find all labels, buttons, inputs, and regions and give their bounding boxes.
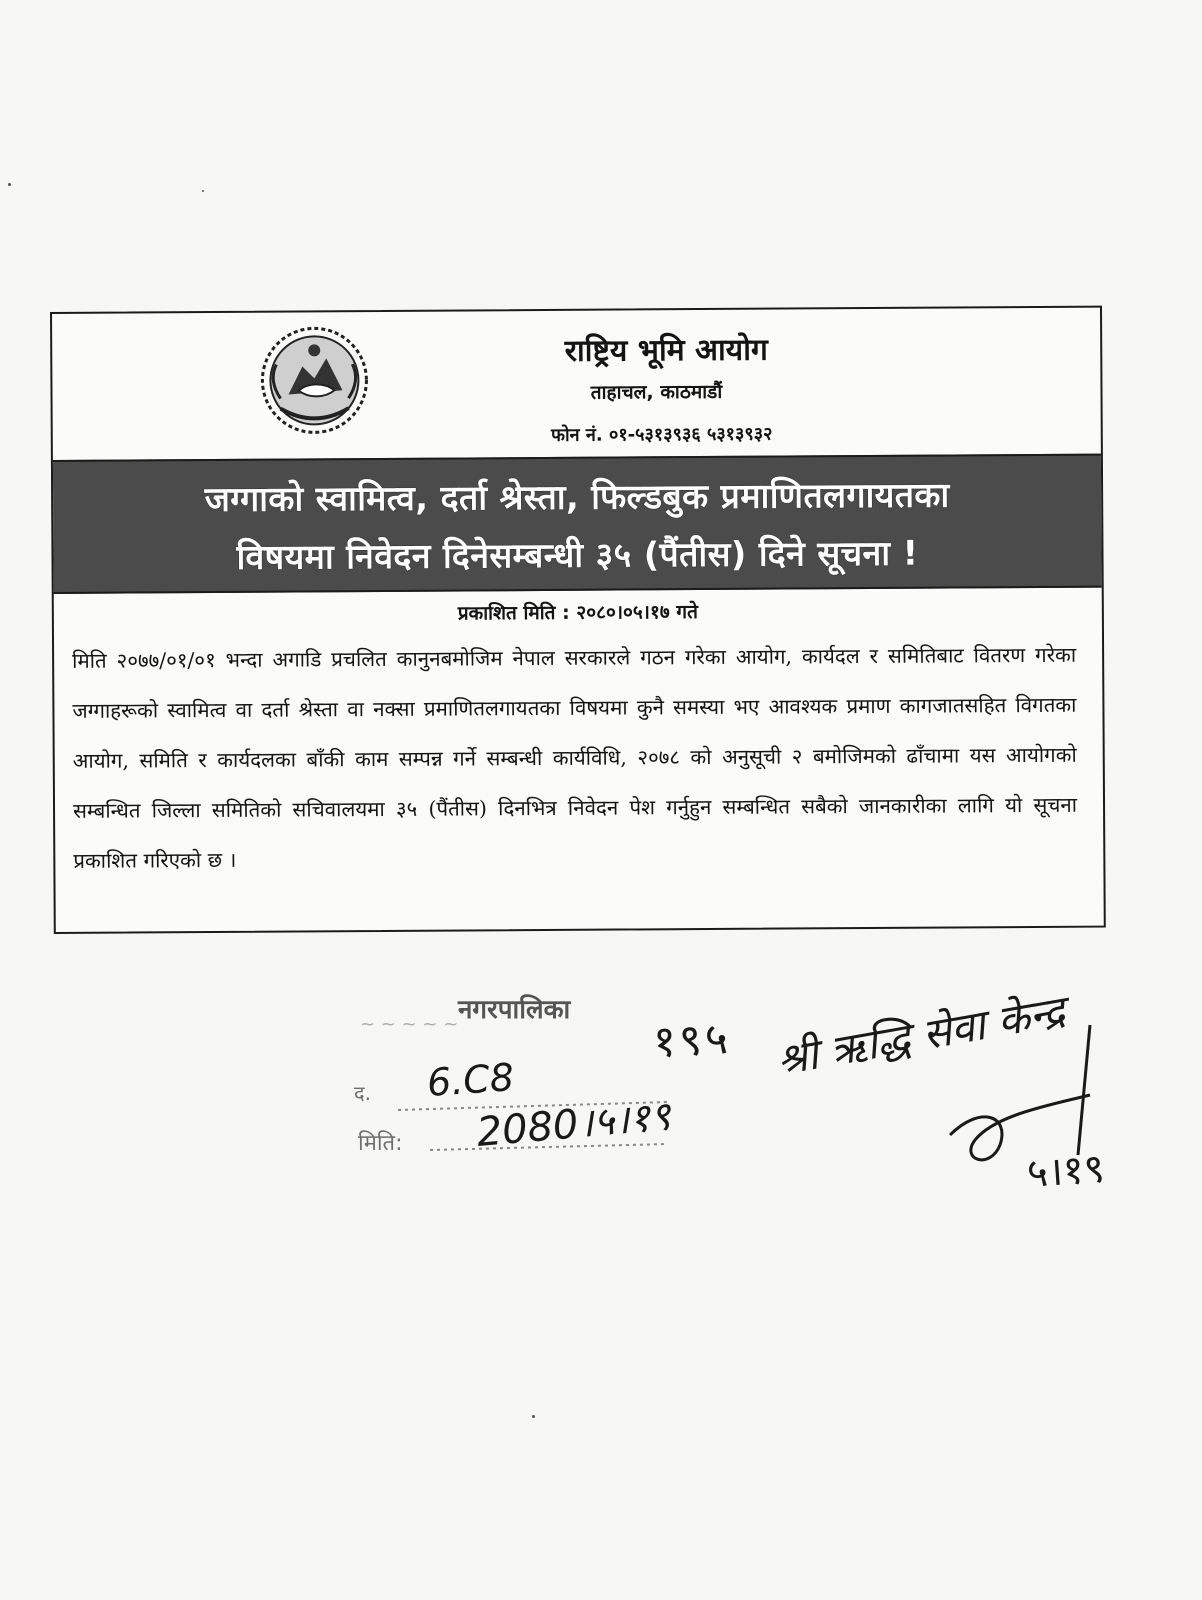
handwritten-service-center: श्री ऋद्धि सेवा केन्द्र (773, 986, 1069, 1085)
notice-box (50, 306, 1106, 934)
notice-title-line-2: विषयमा निवेदन दिनेसम्बन्धी ३५ (पैंतीस) दिने सूचना ! (236, 533, 919, 578)
notice-title-band (53, 454, 1102, 594)
handwritten-note (760, 955, 1180, 1205)
notice-title-line-1: जग्गाको स्वामित्व, दर्ता श्रेस्ता, फिल्डबुक प्रमाणितलगायतका (204, 475, 950, 521)
scan-speck (8, 183, 11, 186)
organization-phone: फोन नं. ०१-५३१३९३६ ५३१३९३२ (550, 423, 773, 446)
stamp-date-value: 2080।५।१९ (474, 1093, 673, 1156)
notice-body: मिति २०७७/०१/०१ भन्दा अगाडि प्रचलित कानुनबमोजिम नेपाल सरकारले गठन गरेका आयोग, कार्यदल र समितिबाट वितरण गरेका जग्गाहरूको स्वामित्व वा दर्ता श्रेस्ता वा नक्सा प्रमाणितलगायतका विषयमा कुनै समस्या भए आवश्यक प्रमाण कागजातसहित विगतका आयोग, समिति र कार्यदलका बाँकी काम सम्पन्न गर्ने सम्बन्धी कार्यविधि, २०७८ को अनुसूची २ बमोजिमको ढाँचामा यस आयोगको सम्बन्धित जिल्ला समितिको सचिवालयमा ३५ (पैंतीस) दिनभित्र निवेदन पेश गर्नुहुन सम्बन्धित सबैको जानकारीका लागि यो सूचना प्रकाशित गरिएको छ । (72, 642, 1078, 873)
notice-header (52, 308, 1101, 458)
organization-name: राष्ट्रिय भूमि आयोग (564, 332, 768, 369)
scan-speck (202, 190, 204, 192)
stamp-number-label: द. (354, 1081, 371, 1105)
published-date: प्रकाशित मिति : २०८०।०५।१७ गते (457, 601, 698, 625)
organization-address: ताहाचल, काठमाडौं (590, 380, 723, 404)
stamp-blur-text: ~ ~ ~ ~ ~ (360, 1014, 459, 1035)
stamp-date-label: मिति: (358, 1131, 403, 1156)
handwritten-number: १९५ (651, 1012, 733, 1068)
handwritten-date: ५।१९ (1025, 1145, 1107, 1197)
stamp-number-value: 6.C8 (425, 1055, 516, 1105)
stamp-office: नगरपालिका (458, 995, 571, 1025)
scan-speck (532, 1415, 535, 1418)
